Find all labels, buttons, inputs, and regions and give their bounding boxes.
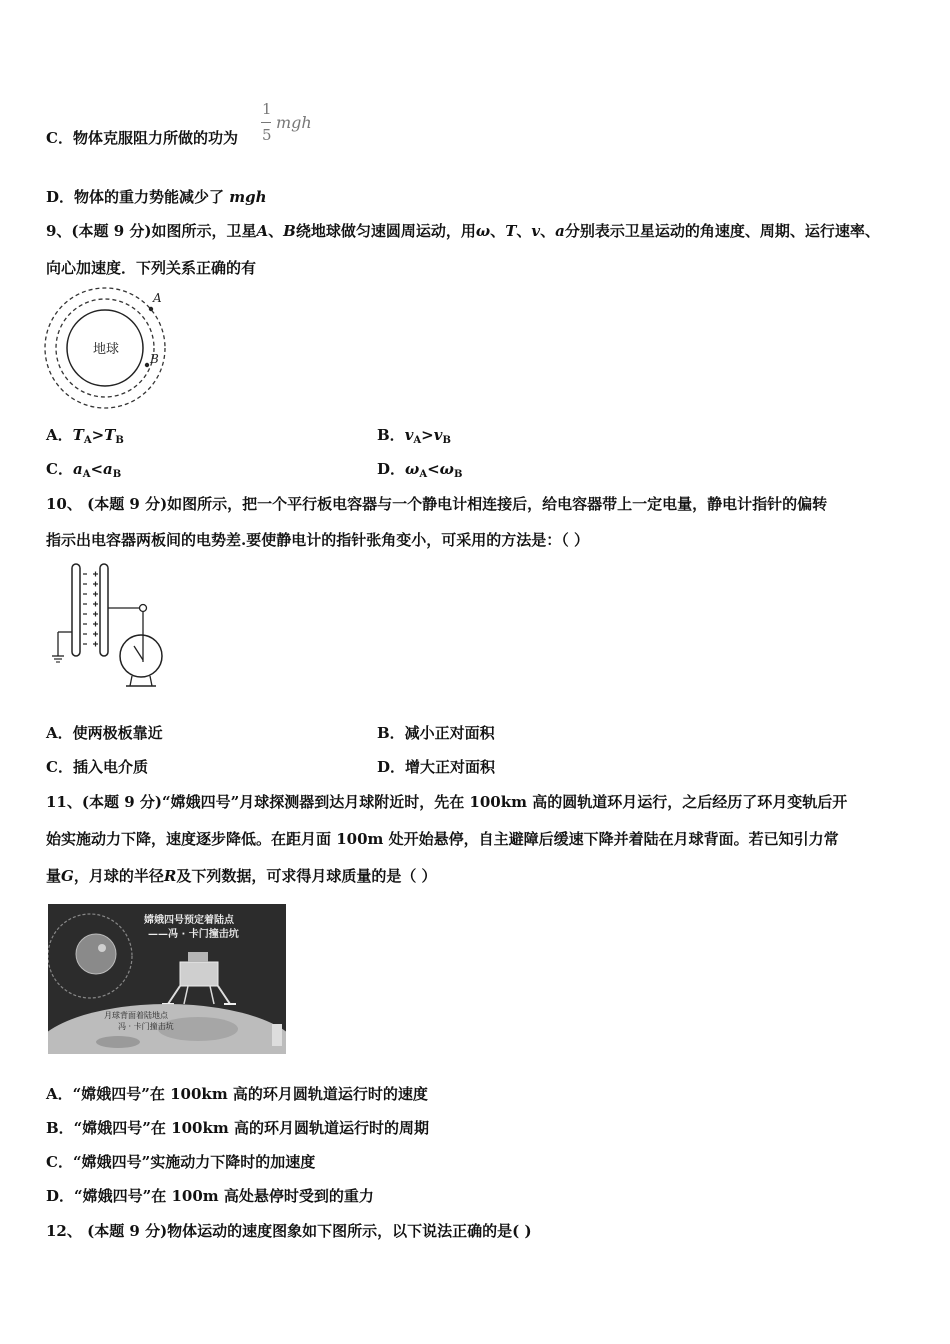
electrometer-needle	[134, 646, 143, 660]
q11-text: 及下列数据，可求得月球质量的是（ ）	[176, 867, 437, 885]
fraction-tail: mgh	[276, 113, 312, 132]
q10-option-c: C．插入电介质	[46, 758, 148, 776]
q11-stem-line3	[46, 866, 437, 886]
q9-var: B	[283, 222, 296, 240]
option-op: >	[421, 426, 434, 444]
q10-option-b: B．减小正对面积	[377, 724, 495, 742]
q9-var: v	[531, 222, 541, 240]
q12-stem-line1: 12、 (本题 9 分)物体运动的速度图象如下图所示，以下说法正确的是( )	[46, 1222, 532, 1240]
option-sub: B	[453, 469, 463, 480]
q11-option-d: D．“嫦娥四号”在 100m 高处悬停时受到的重力	[46, 1187, 374, 1205]
option-sym: T	[72, 426, 84, 444]
option-sym: T	[104, 426, 116, 444]
q9-stem-line2: 向心加速度．下列关系正确的有	[46, 259, 257, 277]
q10-capacitor-figure	[48, 560, 173, 690]
option-label: C．	[46, 460, 73, 478]
photo-title1: 嫦娥四号预定着陆点	[144, 915, 234, 926]
q9-text: 、	[540, 222, 556, 240]
option-sub: A	[83, 435, 92, 446]
q11-lander-photo	[48, 904, 286, 1054]
q11-var: G	[61, 867, 74, 885]
option-sym: ω	[439, 460, 454, 478]
q9-stem-line1	[46, 221, 880, 241]
q9-orbit-figure	[42, 286, 172, 412]
q9-var: a	[555, 222, 565, 240]
q11-var: R	[163, 867, 177, 885]
option-label: A．	[46, 426, 73, 444]
option-sub: A	[419, 469, 428, 480]
q10-option-d: D．增大正对面积	[377, 758, 496, 776]
q9-option-a	[46, 425, 124, 451]
photo-title2: ——冯 · 卡门撞击坑	[148, 929, 239, 940]
q9-text: 、	[516, 222, 532, 240]
option-sym: a	[103, 460, 113, 478]
q8-option-c	[46, 128, 238, 148]
q9-option-c	[46, 459, 121, 485]
option-sub: B	[115, 435, 124, 446]
q9-text: 分别表示卫星运动的角速度、周期、运行速率、	[564, 222, 880, 240]
q9-option-b	[377, 425, 451, 451]
q11-stem-line1: 11、(本题 9 分)“嫦娥四号”月球探测器到达月球附近时，先在 100km 高的圆轨道环月运行，之后经历了环月变轨后开	[46, 793, 848, 811]
satellite-b-dot	[145, 363, 149, 367]
option-op: <	[427, 460, 440, 478]
q8-option-d-value: mgh	[229, 188, 267, 206]
q11-text: ，月球的半径	[73, 867, 164, 885]
option-op: >	[91, 426, 105, 444]
q11-stem-line2: 始实施动力下降，速度逐步降低。在距月面 100m 处开始悬停，自主避障后缓速下降并着陆在月球背面。若已知引力常	[46, 830, 839, 848]
option-sym: ω	[405, 460, 420, 478]
photo-tag	[272, 1024, 282, 1046]
q11-option-b: B．“嫦娥四号”在 100km 高的环月圆轨道运行时的周期	[46, 1119, 429, 1137]
q10-stem-line2: 指示出电容器两板间的电势差.要使静电计的指针张角变小，可采用的方法是：（ ）	[46, 531, 589, 549]
q9-option-d	[377, 459, 462, 485]
option-sub: A	[82, 469, 91, 480]
q8-option-c-fraction	[258, 100, 310, 150]
satellite-b-label: B	[150, 352, 159, 366]
photo-caption1: 月球背面着陆地点	[104, 1011, 168, 1020]
q9-var: ω	[475, 222, 491, 240]
q11-option-a: A．“嫦娥四号”在 100km 高的环月圆轨道运行时的速度	[46, 1085, 428, 1103]
option-sub: B	[112, 469, 122, 480]
satellite-a-label: A	[153, 291, 162, 305]
q9-text: 9、(本题 9 分)如图所示，卫星	[46, 222, 257, 240]
fraction-denominator: 5	[262, 126, 272, 144]
plus-signs	[93, 572, 98, 647]
q11-option-c: C．“嫦娥四号”实施动力下降时的加速度	[46, 1153, 316, 1171]
left-plate	[72, 564, 80, 656]
q10-option-a: A．使两极板靠近	[46, 724, 163, 742]
earth-label: 地球	[93, 342, 120, 357]
photo-moon	[76, 934, 116, 974]
q9-var: A	[256, 222, 269, 240]
minus-signs	[83, 574, 87, 644]
q8-option-d-text: D．物体的重力势能减少了	[46, 188, 225, 206]
q11-text: 量	[46, 867, 62, 885]
option-sym: a	[72, 460, 83, 478]
electrometer-knob	[140, 605, 147, 612]
q9-text: 绕地球做匀速圆周运动，用	[295, 222, 476, 240]
q9-var: T	[505, 222, 517, 240]
fraction-numerator: 1	[262, 100, 272, 118]
option-sym: v	[404, 426, 414, 444]
fraction-bar	[261, 122, 271, 123]
q8-option-d	[46, 187, 267, 207]
right-plate	[100, 564, 108, 656]
option-sub: B	[442, 435, 451, 446]
satellite-a-dot	[149, 307, 153, 311]
option-sub: A	[413, 435, 422, 446]
q9-text: 、	[490, 222, 506, 240]
option-sym: v	[433, 426, 443, 444]
photo-caption2: 冯 · 卡门撞击坑	[118, 1022, 174, 1031]
q10-stem-line1: 10、 (本题 9 分)如图所示，把一个平行板电容器与一个静电计相连接后，给电容器带上一定电量，静电计指针的偏转	[46, 495, 828, 513]
q9-text: 、	[268, 222, 284, 240]
q8-option-c-text: C．物体克服阻力所做的功为	[46, 129, 238, 147]
option-label: B．	[377, 426, 405, 444]
option-op: <	[90, 460, 104, 478]
option-label: D．	[377, 460, 406, 478]
